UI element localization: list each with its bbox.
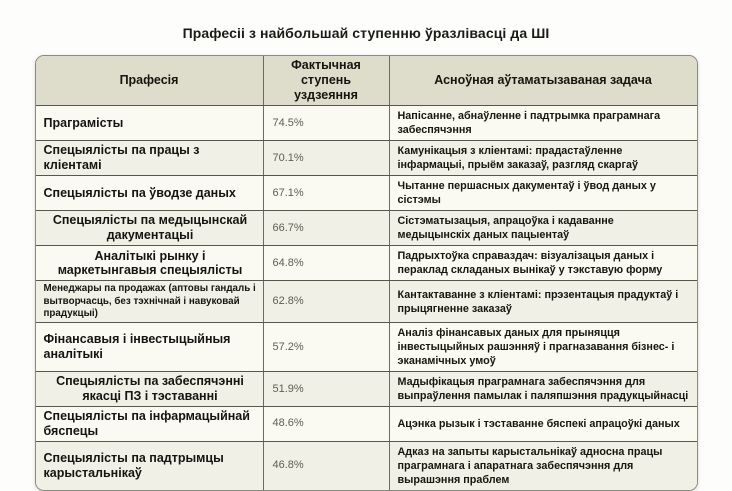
impact-cell: 46.8% (263, 442, 390, 490)
table-row (36, 372, 697, 407)
profession-cell: Праграмісты (43, 115, 124, 130)
task-cell: Адказ на запыты карыстальнікаў адносна працы праграмнага і апаратнага забеспячэння для вырашэння праблем (397, 445, 663, 486)
task-cell: Аналіз фінансавых даных для прыняцця інвестыцыйных рашэнняў і прагназавання бізнес- і эканамічных умоў (397, 327, 675, 368)
table-body (36, 106, 697, 490)
table-row (36, 106, 697, 141)
profession-cell: Фінансавыя і інвестыцыйныя аналітыкі (43, 332, 231, 362)
page-title: Прафесіі з найбольшай ступенню ўразлівасці да ШІ (182, 25, 550, 41)
task-cell: Чытанне першасных дакументаў і ўвод даных у сістэмы (397, 180, 656, 207)
impact-cell: 62.8% (263, 281, 390, 322)
impact-cell: 64.8% (263, 246, 390, 280)
table-row (36, 323, 697, 372)
table-row (36, 246, 697, 281)
task-cell: Камунікацыя з кліентамі: прадастаўленне інфармацыі, прыём заказаў, разгляд скаргаў (397, 145, 639, 172)
table-row (36, 407, 697, 442)
table-row (36, 281, 697, 323)
table-header-row (36, 56, 697, 106)
ai-vulnerability-table (35, 55, 698, 491)
profession-cell: Спецыялісты па медыцынскай дакументацыі (52, 213, 248, 243)
profession-cell: Аналітыкі рынку і маркетынгавыя спецыялісты (57, 248, 243, 278)
profession-cell: Спецыялісты па падтрымцы карыстальнікаў (43, 450, 224, 480)
task-cell: Сістэматызацыя, апрацоўка і кадаванне медыцынскіх даных пацыентаў (397, 215, 614, 242)
slide (0, 25, 732, 491)
impact-cell: 57.2% (263, 323, 390, 371)
profession-cell: Менеджары па продажах (аптовы гандаль і вытворчасць, без тэхнічнай і навуковай прадукцыі) (43, 283, 256, 319)
impact-cell: 67.1% (263, 176, 390, 210)
task-cell: Падрыхтоўка справаздач: візуалізацыя даных і пераклад складаных вынікаў у тэкставую форму (397, 250, 663, 277)
task-cell: Кантактаванне з кліентамі: прэзентацыя прадуктаў і прыцягненне заказаў (397, 288, 679, 315)
profession-cell: Спецыялісты па ўводзе даных (43, 185, 236, 200)
table-row (36, 442, 697, 490)
impact-cell: 74.5% (263, 106, 390, 140)
profession-cell: Спецыялісты па забеспячэнні якасці ПЗ і тэставанні (56, 374, 244, 404)
impact-cell: 70.1% (263, 141, 390, 175)
profession-cell: Спецыялісты па працы з кліентамі (43, 143, 200, 173)
column-header-task: Асноўная аўтаматызаваная задача (434, 73, 652, 87)
task-cell: Мадыфікацыя праграмнага забеспячэння для выпраўлення памылак і паляпшэння прадукцыйнасці (397, 376, 689, 403)
table-row (36, 211, 697, 246)
task-cell: Напісанне, абнаўленне і падтрымка праграмнага забеспячэння (397, 110, 661, 137)
profession-cell: Спецыялісты па інфармацыйнай бяспецы (43, 409, 250, 438)
impact-cell: 51.9% (263, 372, 390, 406)
impact-cell: 48.6% (263, 407, 390, 441)
task-cell: Ацэнка рызык і тэставанне бяспекі апрацоўкі даных (397, 417, 680, 430)
column-header-profession: Прафесія (119, 73, 179, 87)
impact-cell: 66.7% (263, 211, 390, 245)
table-row (36, 141, 697, 176)
table-row (36, 176, 697, 211)
column-header-impact: Фактычная ступень уздзеяння (263, 56, 390, 105)
